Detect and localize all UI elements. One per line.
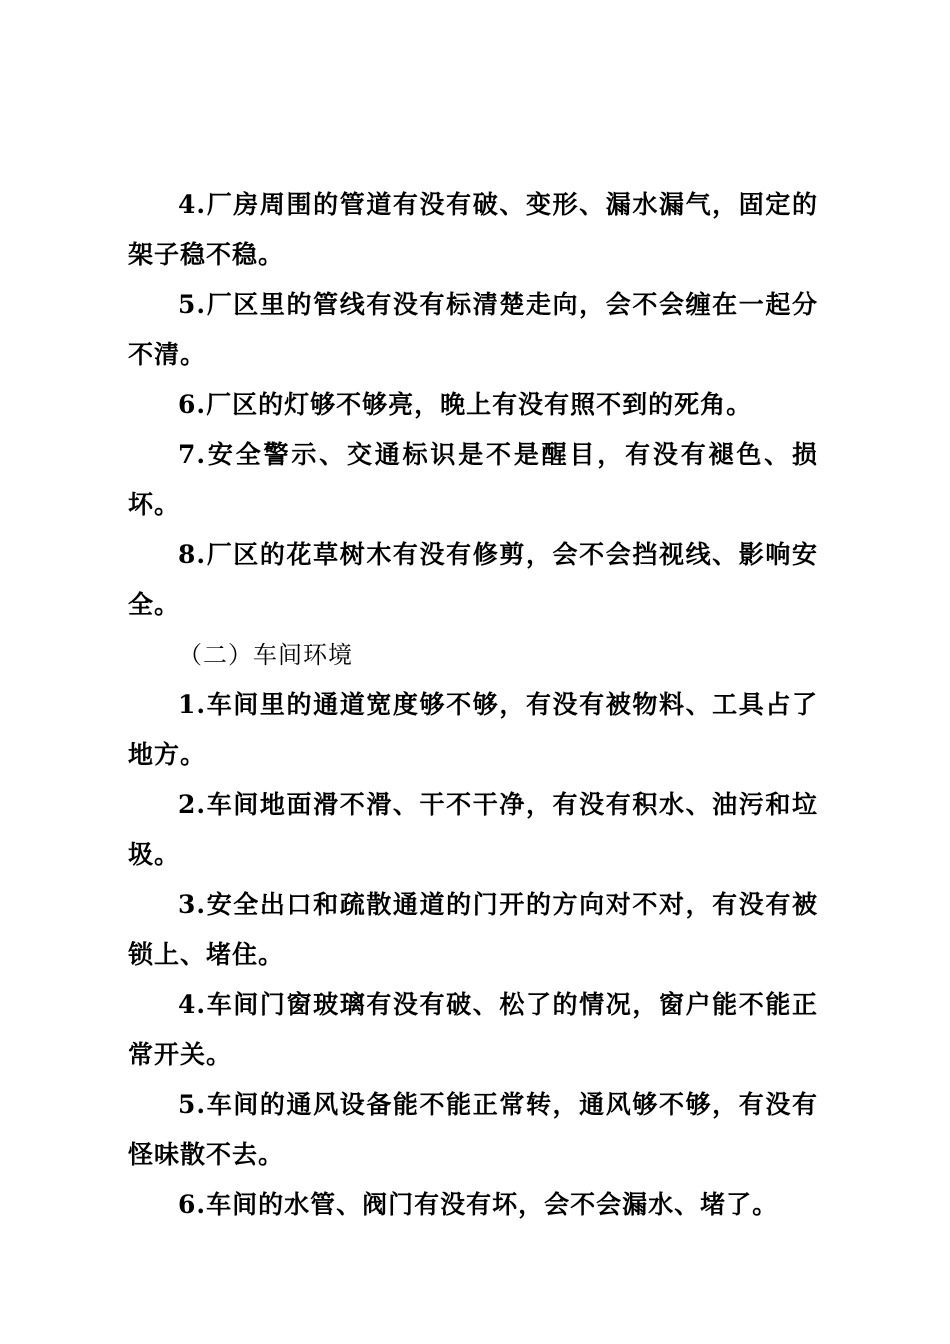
paragraph-item-4: 4.厂房周围的管道有没有破、变形、漏水漏气，固定的架子稳不稳。 (128, 190, 818, 269)
paragraph-workshop-3: 3.安全出口和疏散通道的门开的方向对不对，有没有被锁上、堵住。 (128, 890, 818, 969)
paragraph-item-7: 7.安全警示、交通标识是不是醒目，有没有褪色、损坏。 (128, 440, 818, 519)
paragraph-workshop-6: 6.车间的水管、阀门有没有坏，会不会漏水、堵了。 (178, 1190, 779, 1219)
paragraph-workshop-5: 5.车间的通风设备能不能正常转，通风够不够，有没有怪味散不去。 (128, 1090, 818, 1169)
paragraph-workshop-2: 2.车间地面滑不滑、干不干净，有没有积水、油污和垃圾。 (128, 790, 818, 869)
paragraph-workshop-4: 4.车间门窗玻璃有没有破、松了的情况，窗户能不能正常开关。 (128, 990, 818, 1069)
paragraph-item-5: 5.厂区里的管线有没有标清楚走向，会不会缠在一起分不清。 (128, 290, 818, 369)
document-body (128, 180, 818, 1230)
paragraph-item-8: 8.厂区的花草树木有没有修剪，会不会挡视线、影响安全。 (128, 540, 818, 619)
section-heading: （二）车间环境 (178, 641, 353, 669)
paragraph-workshop-1: 1.车间里的通道宽度够不够，有没有被物料、工具占了地方。 (128, 690, 818, 769)
paragraph-item-6: 6.厂区的灯够不够亮，晚上有没有照不到的死角。 (178, 390, 753, 419)
